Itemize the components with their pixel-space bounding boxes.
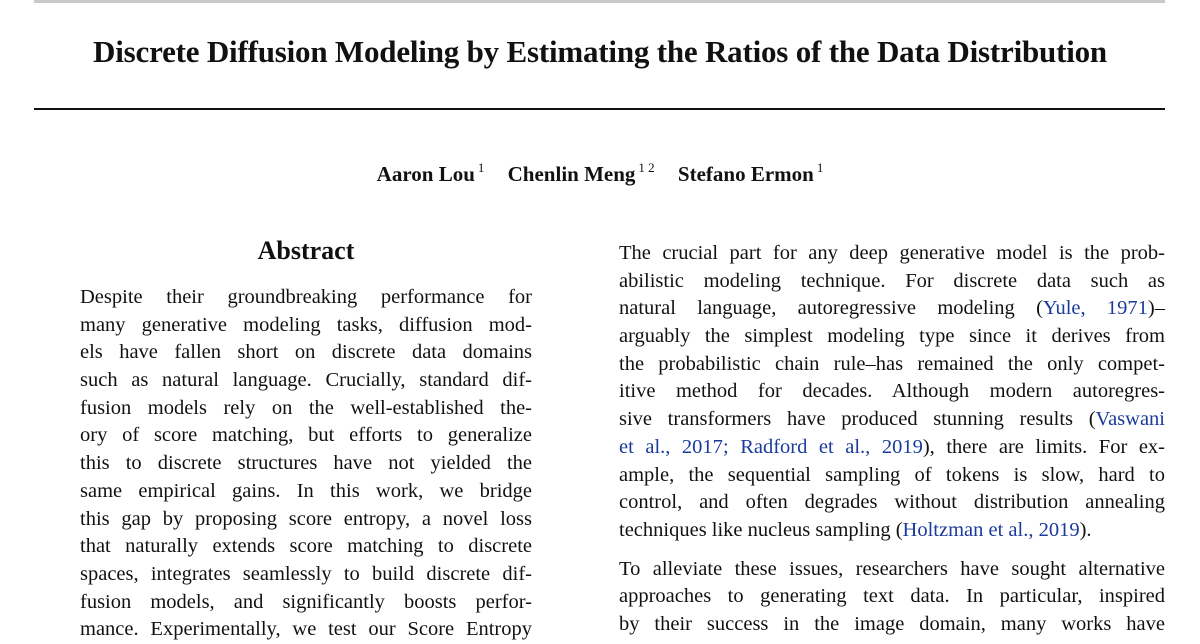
abstract-heading: Abstract xyxy=(257,236,355,265)
citation-link[interactable]: Radford et al., 2019 xyxy=(740,435,923,458)
text-line: approaches to generating text data. In particular, inspired xyxy=(619,585,1165,608)
citation-link[interactable]: et al., 2017 xyxy=(619,435,723,458)
author-list xyxy=(0,160,1200,187)
text-line: control, and often degrades without distribution annealing xyxy=(619,491,1165,514)
text-line: itive method for decades. Although modern autoregres- xyxy=(619,380,1165,403)
text-line: this gap by proposing score entropy, a novel loss xyxy=(80,507,532,530)
text-line: ample, the sequential sampling of tokens is slow, hard to xyxy=(619,463,1165,486)
text-line: arguably the simplest modeling type since it derives from xyxy=(619,325,1165,348)
text-line: mance. Experimentally, we test our Score Entropy xyxy=(80,618,532,641)
text-line: fusion models, and significantly boosts perfor- xyxy=(80,590,532,613)
text-line: that naturally extends score matching to discrete xyxy=(80,535,532,558)
text-line: many generative modeling tasks, diffusion mod- xyxy=(80,313,532,336)
citation-link[interactable]: Vaswani xyxy=(1095,408,1165,431)
text-line: spaces, integrates seamlessly to build discrete dif- xyxy=(80,562,532,585)
paper-title: Discrete Diffusion Modeling by Estimating the Ratios of the Data Distribution xyxy=(93,34,1107,69)
text-line: els have fallen short on discrete data domains xyxy=(80,341,532,364)
title-rule xyxy=(34,108,1165,110)
text-line: fusion models rely on the well-established the- xyxy=(80,396,532,419)
text-line: abilistic modeling technique. For discrete data such as xyxy=(619,269,1165,292)
text-line: The crucial part for any deep generative model is the prob- xyxy=(619,242,1165,264)
text-line: et al., 2017; Radford et al., 2019), there are limits. For ex- xyxy=(619,435,1166,458)
abstract-body xyxy=(80,284,532,644)
introduction-body xyxy=(619,240,1165,639)
author: Stefano Ermon $^1$ xyxy=(677,160,824,186)
text-line: by their success in the image domain, many works have xyxy=(619,612,1165,635)
text-line: techniques like nucleus sampling (Holtzman et al., 2019). xyxy=(619,518,1092,541)
text-line: same empirical gains. In this work, we bridge xyxy=(80,479,532,502)
author: Chenlin Meng $^{1 2}$ xyxy=(507,160,655,186)
text-line: this to discrete structures have not yielded the xyxy=(80,452,532,475)
citation-link[interactable]: Yule, 1971 xyxy=(1042,297,1148,320)
text-line: such as natural language. Crucially, standard dif- xyxy=(80,369,532,392)
text-line: the probabilistic chain rule–has remained the only compet- xyxy=(619,352,1165,375)
author: Aaron Lou $^1$ xyxy=(376,160,485,186)
text-line: natural language, autoregressive modeling (Yule, 1971)– xyxy=(619,297,1165,320)
top-rule xyxy=(34,0,1165,3)
intro-paragraph-1 xyxy=(619,240,1165,545)
text-line: Despite their groundbreaking performance for xyxy=(80,286,532,308)
intro-paragraph-2 xyxy=(619,556,1165,639)
text-line: To alleviate these issues, researchers have sought alternative xyxy=(619,557,1165,580)
citation-link[interactable]: Holtzman et al., 2019 xyxy=(902,518,1080,541)
text-line: sive transformers have produced stunning results (Vaswani xyxy=(619,408,1165,431)
text-line: ory of score matching, but efforts to generalize xyxy=(80,424,532,447)
